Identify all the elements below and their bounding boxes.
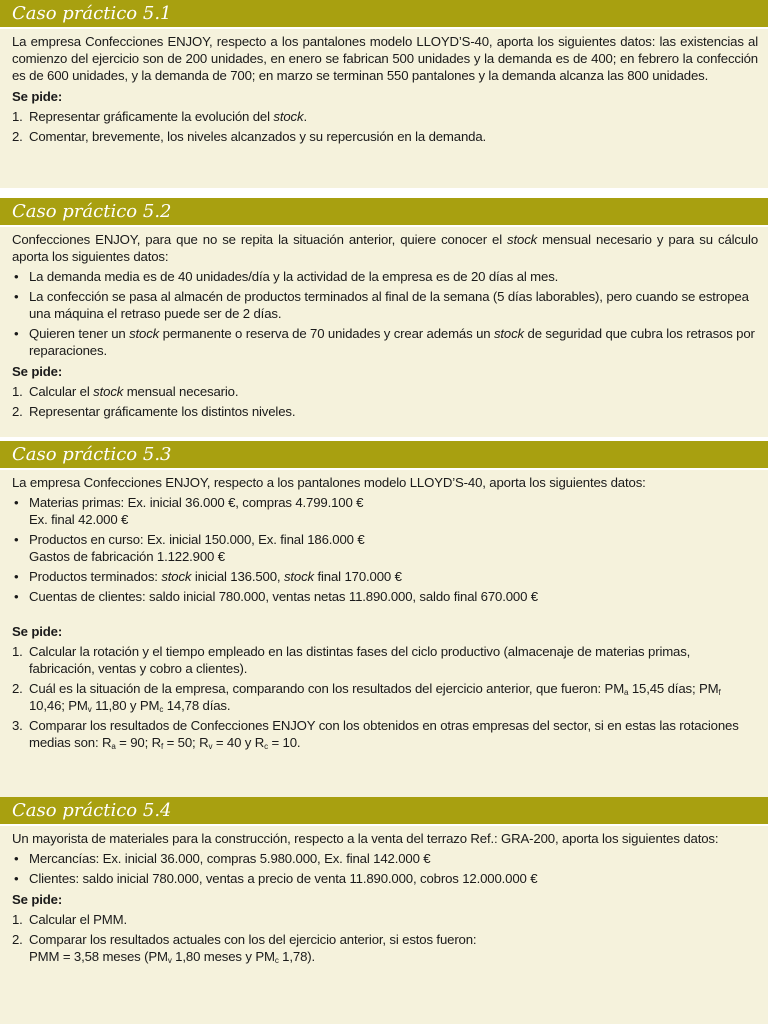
case-intro: Un mayorista de materiales para la construcción, respecto a la venta del terrazo Ref.: GRA-200, aporta los siguientes datos: bbox=[12, 831, 719, 846]
bullet-item: • Clientes: saldo inicial 780.000, ventas a precio de venta 11.890.000, cobros 12.000.000 € bbox=[14, 871, 538, 886]
se-pide-label: Se pide: bbox=[12, 89, 63, 104]
case-intro: La empresa Confecciones ENJOY, respecto a los pantalones modelo LLOYD’S-40, aporta los siguientes datos: las existencias al comienzo del ejercicio son de 200 unidades, en enero se fabrican 500 unidades y la demanda es de 400; en febrero la confección es de 600 unidades, y la demanda de 700; en marzo se terminan 550 pantalones y la demanda alcanza las 800 unidades. bbox=[12, 34, 758, 83]
case-intro: Confecciones ENJOY, para que no se repita la situación anterior, quiere conocer el stock mensual necesario y para su cálculo aporta los siguientes datos: bbox=[12, 232, 758, 264]
se-pide-label: Se pide: bbox=[12, 892, 63, 907]
task-item: 2. Representar gráficamente los distintos niveles. bbox=[12, 404, 296, 419]
task-item: 2. Comparar los resultados actuales con los del ejercicio anterior, si estos fueron: PMM = 3,58 meses ($PM_v$ 1,80 meses y $PM_c$ 1,78). bbox=[12, 932, 477, 965]
bullet-item: • Productos terminados: stock inicial 136.500, stock final 170.000 € bbox=[14, 569, 402, 584]
case-5-4 bbox=[0, 797, 768, 1024]
bullet-item: • Productos en curso: Ex. inicial 150.000, Ex. final 186.000 € Gastos de fabricación 1.122.900 € bbox=[14, 532, 365, 564]
bullet-item: • Mercancías: Ex. inicial 36.000, compras 5.980.000, Ex. final 142.000 € bbox=[14, 851, 431, 866]
task-item: 1. Representar gráficamente la evolución del stock. bbox=[12, 109, 307, 124]
case-title: Caso práctico 5.2 bbox=[0, 198, 768, 227]
bullet-item: • La demanda media es de 40 unidades/día y la actividad de la empresa es de 20 días al mes. bbox=[14, 269, 559, 284]
case-title: Caso práctico 5.3 bbox=[0, 441, 768, 470]
task-item: 1. Calcular el PMM. bbox=[12, 912, 127, 927]
task-item: 3. Comparar los resultados de Confecciones ENJOY con los obtenidos en otras empresas del sector, si en estas las rotaciones medias son: $R_a = 90$; $R_f = 50$; $R_v = 40$ y $R_c = 10$. bbox=[12, 718, 739, 751]
se-pide-label: Se pide: bbox=[12, 624, 63, 639]
case-5-1 bbox=[0, 0, 768, 188]
task-item: 2. Cuál es la situación de la empresa, comparando con los resultados del ejercicio anterior, que fueron: $PM_a$ 15,45 días; $PM_f$ 10,46; $PM_v$ 11,80 y $PM_c$ 14,78 días. bbox=[12, 681, 721, 714]
case-intro: La empresa Confecciones ENJOY, respecto a los pantalones modelo LLOYD’S-40, aporta los siguientes datos: bbox=[12, 475, 646, 490]
case-body bbox=[0, 826, 768, 1024]
bullet-item: • Quieren tener un stock permanente o reserva de 70 unidades y crear además un stock de seguridad que cubra los retrasos por reparaciones. bbox=[14, 326, 755, 358]
bullet-item: • La confección se pasa al almacén de productos terminados al final de la semana (5 días laborables), pero cuando se estropea una máquina el retraso puede ser de 2 días. bbox=[14, 289, 749, 321]
bullet-item: • Cuentas de clientes: saldo inicial 780.000, ventas netas 11.890.000, saldo final 670.000 € bbox=[14, 589, 538, 604]
bullet-item: • Materias primas: Ex. inicial 36.000 €, compras 4.799.100 € Ex. final 42.000 € bbox=[14, 495, 364, 527]
case-5-2 bbox=[0, 198, 768, 437]
case-5-3 bbox=[0, 441, 768, 797]
se-pide-label: Se pide: bbox=[12, 364, 63, 379]
case-body bbox=[0, 227, 768, 437]
task-item: 2. Comentar, brevemente, los niveles alcanzados y su repercusión en la demanda. bbox=[12, 129, 487, 144]
task-item: 1. Calcular el stock mensual necesario. bbox=[12, 384, 239, 399]
case-body bbox=[0, 470, 768, 797]
task-item: 1. Calcular la rotación y el tiempo empleado en las distintas fases del ciclo productivo (almacenaje de materias primas, fabricación, ventas y cobro a clientes). bbox=[12, 644, 691, 676]
case-body bbox=[0, 29, 768, 188]
case-title: Caso práctico 5.1 bbox=[0, 0, 768, 29]
case-title: Caso práctico 5.4 bbox=[0, 797, 768, 826]
